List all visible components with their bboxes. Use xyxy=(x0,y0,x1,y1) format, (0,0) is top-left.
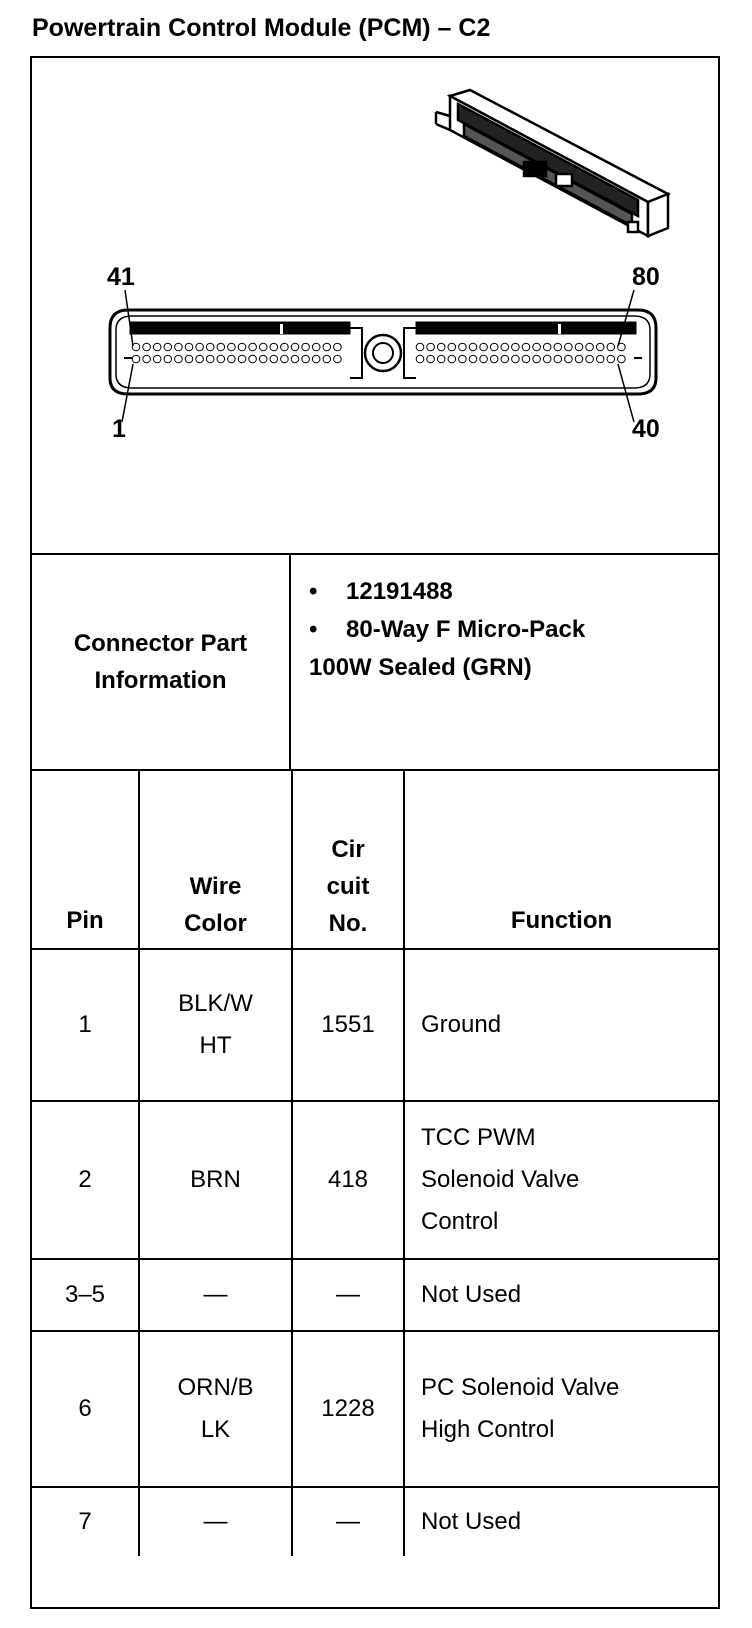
bullet-icon: • xyxy=(309,578,318,605)
part-number: 12191488 xyxy=(346,578,453,605)
pin-cavity xyxy=(206,343,214,351)
header-wire-color: Wire Color xyxy=(139,771,292,949)
function-cell: Ground xyxy=(404,949,718,1101)
table-row xyxy=(32,1101,718,1259)
connector-info-label: Connector Part Information xyxy=(32,555,291,769)
pin-cavity xyxy=(427,343,435,351)
page-title: Powertrain Control Module (PCM) – C2 xyxy=(32,14,491,42)
connector-pin-grid xyxy=(132,343,625,363)
pin-cavity xyxy=(565,343,573,351)
connector-isometric-icon xyxy=(436,90,668,236)
circuit-cell: 1228 xyxy=(292,1331,404,1487)
wire-color-cell: BLK/W HT xyxy=(139,949,292,1101)
pin-cavity xyxy=(238,343,246,351)
pin-cavity xyxy=(480,355,488,363)
circuit-cell: — xyxy=(292,1259,404,1331)
wire-color-cell: ORN/B LK xyxy=(139,1331,292,1487)
pin-cavity xyxy=(501,343,509,351)
pin-cavity xyxy=(217,343,225,351)
description-line-1: 80-Way F Micro-Pack xyxy=(346,616,586,643)
pin-cavity xyxy=(416,343,424,351)
circuit-cell: 1551 xyxy=(292,949,404,1101)
pin-cavity xyxy=(607,355,615,363)
pin-cavity xyxy=(427,355,435,363)
pin-cavity xyxy=(196,355,204,363)
pin-cavity xyxy=(164,355,172,363)
pin-cavity xyxy=(469,343,477,351)
connector-illustration xyxy=(32,58,718,553)
function-cell: TCC PWM Solenoid Valve Control xyxy=(404,1101,718,1259)
part-number-item xyxy=(291,573,708,611)
pin-cavity xyxy=(217,355,225,363)
bullet-icon: • xyxy=(309,616,318,643)
pin-label-1: 1 xyxy=(112,415,126,443)
connector-sheet xyxy=(30,56,720,1609)
pin-cavity xyxy=(586,343,594,351)
pin-cavity xyxy=(143,343,151,351)
pin-cavity xyxy=(543,343,551,351)
pin-cavity xyxy=(291,355,299,363)
pin-cavity xyxy=(259,355,267,363)
pin-label-40: 40 xyxy=(632,415,660,443)
table-row xyxy=(32,1259,718,1331)
pin-cavity xyxy=(512,355,520,363)
pin-cavity xyxy=(618,355,626,363)
pin-cavity xyxy=(334,355,342,363)
pin-cavity xyxy=(249,355,257,363)
pin-cavity xyxy=(543,355,551,363)
function-cell: Not Used xyxy=(404,1487,718,1556)
pin-cavity xyxy=(281,343,289,351)
pin-cavity xyxy=(416,355,424,363)
pin-cavity xyxy=(185,343,193,351)
pin-cavity xyxy=(143,355,151,363)
pin-cavity xyxy=(164,343,172,351)
pin-label-80: 80 xyxy=(632,263,660,291)
pin-cavity xyxy=(323,355,331,363)
pin-cavity xyxy=(270,355,278,363)
pin-cavity xyxy=(533,343,541,351)
connector-info-values xyxy=(291,573,708,687)
pin-cavity xyxy=(522,355,530,363)
pin-cavity xyxy=(554,355,562,363)
pin-cavity xyxy=(596,343,604,351)
pin-cavity xyxy=(459,355,467,363)
wire-color-cell: — xyxy=(139,1487,292,1556)
wire-color-cell: BRN xyxy=(139,1101,292,1259)
circuit-cell: — xyxy=(292,1487,404,1556)
pin-cavity xyxy=(437,355,445,363)
table-row xyxy=(32,1487,718,1556)
pin-cavity xyxy=(565,355,573,363)
function-cell: PC Solenoid Valve High Control xyxy=(404,1331,718,1487)
pin-cell: 7 xyxy=(32,1487,139,1556)
pin-cavity xyxy=(323,343,331,351)
pin-cell: 6 xyxy=(32,1331,139,1487)
pin-cavity xyxy=(185,355,193,363)
pin-cavity xyxy=(596,355,604,363)
pin-cavity xyxy=(607,343,615,351)
header-pin: Pin xyxy=(32,771,139,949)
pin-cell: 3–5 xyxy=(32,1259,139,1331)
pin-cell: 2 xyxy=(32,1101,139,1259)
description-line-2: 100W Sealed (GRN) xyxy=(309,654,532,681)
function-cell: Not Used xyxy=(404,1259,718,1331)
circuit-cell: 418 xyxy=(292,1101,404,1259)
pin-cavity xyxy=(490,355,498,363)
connector-part-information xyxy=(32,555,718,771)
pin-cavity xyxy=(512,343,520,351)
pin-label-41: 41 xyxy=(107,263,135,291)
pin-cavity xyxy=(281,355,289,363)
connector-diagram xyxy=(32,58,718,555)
pin-cavity xyxy=(575,343,583,351)
pin-cavity xyxy=(480,343,488,351)
wire-color-cell: — xyxy=(139,1259,292,1331)
connector-face xyxy=(110,310,656,394)
pin-cavity xyxy=(302,343,310,351)
pin-cavity xyxy=(469,355,477,363)
pin-cavity xyxy=(153,355,161,363)
pin-cavity xyxy=(459,343,467,351)
pin-cavity xyxy=(533,355,541,363)
pin-cavity xyxy=(132,355,140,363)
pin-cavity xyxy=(249,343,257,351)
table-row xyxy=(32,949,718,1101)
description-item xyxy=(291,611,708,649)
pin-cavity xyxy=(522,343,530,351)
header-function: Function xyxy=(404,771,718,949)
pin-cavity xyxy=(175,343,183,351)
pin-cavity xyxy=(259,343,267,351)
pin-cavity xyxy=(437,343,445,351)
pin-cavity xyxy=(501,355,509,363)
pin-cavity xyxy=(228,343,236,351)
pin-cavity xyxy=(270,343,278,351)
pin-cavity xyxy=(196,343,204,351)
pin-cavity xyxy=(554,343,562,351)
pin-cavity xyxy=(228,355,236,363)
pin-cavity xyxy=(334,343,342,351)
pin-cavity xyxy=(312,343,320,351)
pin-cavity xyxy=(312,355,320,363)
pin-cavity xyxy=(291,343,299,351)
pin-cavity xyxy=(448,355,456,363)
pin-cavity xyxy=(302,355,310,363)
table-row xyxy=(32,1331,718,1487)
pin-cavity xyxy=(575,355,583,363)
pin-cavity xyxy=(490,343,498,351)
header-circuit-no: Cir cuit No. xyxy=(292,771,404,949)
pin-cavity xyxy=(238,355,246,363)
pin-cavity xyxy=(153,343,161,351)
pin-cavity xyxy=(175,355,183,363)
pin-cavity xyxy=(448,343,456,351)
pin-cavity xyxy=(586,355,594,363)
pin-cavity xyxy=(206,355,214,363)
pin-cell: 1 xyxy=(32,949,139,1101)
pinout-table xyxy=(32,771,718,1556)
